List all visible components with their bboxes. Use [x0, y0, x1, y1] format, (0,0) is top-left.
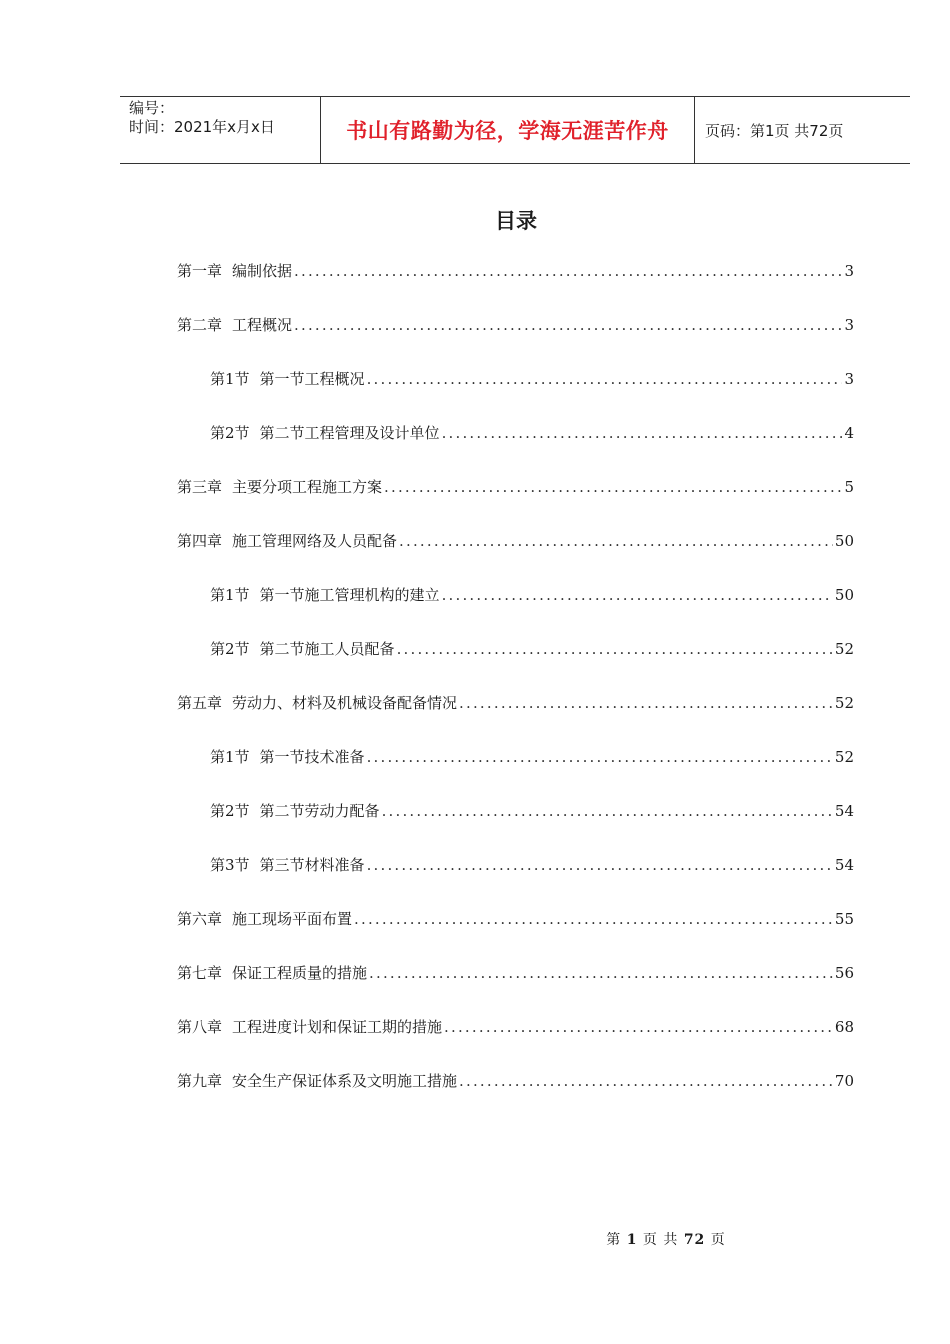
toc-entry-page: 50 [834, 532, 854, 550]
toc-entry-number: 第八章 [177, 1018, 223, 1036]
toc-dot-leader [367, 368, 843, 390]
toc-entry-text: 安全生产保证体系及文明施工措施 [232, 1072, 458, 1090]
toc-entry-text: 第三节材料准备 [259, 856, 365, 874]
toc-entry-text: 施工现场平面布置 [232, 910, 353, 928]
toc-dot-leader [367, 854, 833, 876]
toc-entry-page: 52 [834, 694, 854, 712]
header-motto-cell [321, 97, 695, 163]
toc-entry[interactable] [177, 692, 854, 714]
toc-entry-page: 56 [834, 964, 854, 982]
toc-dot-leader [444, 1016, 833, 1038]
footer-suffix: 页 [710, 1232, 726, 1248]
toc-entry-label [210, 638, 395, 660]
toc-entry-text: 第二节施工人员配备 [259, 640, 395, 658]
toc-entry[interactable] [177, 908, 854, 930]
toc-entry-text: 工程概况 [232, 316, 293, 334]
page-footer [0, 1229, 950, 1249]
header-motto: 书山有路勤为径，学海无涯苦作舟 [346, 119, 669, 143]
toc-entry-page: 54 [834, 802, 854, 820]
toc-entry-page: 54 [834, 856, 854, 874]
toc-dot-leader [459, 1070, 833, 1092]
toc-entry-label [210, 584, 440, 606]
toc-entry-text: 编制依据 [232, 262, 293, 280]
toc-entry-text: 第二节劳动力配备 [259, 802, 380, 820]
toc-entry-text: 第一节技术准备 [259, 748, 365, 766]
footer-total-pages: 72 [683, 1232, 706, 1248]
toc-entry-label [210, 854, 365, 876]
toc-entry-page: 55 [834, 910, 854, 928]
toc-entry-label [177, 692, 457, 714]
footer-middle: 页 共 [642, 1232, 679, 1248]
toc-entry-number: 第2节 [210, 802, 250, 820]
toc-entry-label [210, 746, 365, 768]
toc-entry-page: 52 [834, 748, 854, 766]
toc-entry-page: 68 [834, 1018, 854, 1036]
footer-current-page: 1 [626, 1232, 638, 1248]
toc-entry-text: 劳动力、材料及机械设备配备情况 [232, 694, 458, 712]
toc-entry[interactable] [210, 584, 854, 606]
toc-entry-label [177, 1016, 442, 1038]
toc-entry[interactable] [210, 854, 854, 876]
toc-entry-label [177, 908, 352, 930]
toc-entry-number: 第五章 [177, 694, 223, 712]
toc-dot-leader [382, 800, 833, 822]
toc-entry-label [210, 800, 380, 822]
toc-entry[interactable] [210, 368, 854, 390]
toc-entry-page: 52 [834, 640, 854, 658]
toc-entry-label [177, 962, 367, 984]
toc-entry-page: 3 [844, 370, 854, 388]
toc-entry-page: 3 [844, 262, 854, 280]
toc-entry-label [177, 476, 382, 498]
toc-entry-text: 主要分项工程施工方案 [232, 478, 383, 496]
toc-entry[interactable] [210, 638, 854, 660]
toc-entry[interactable] [177, 1070, 854, 1092]
toc-entry-number: 第三章 [177, 478, 223, 496]
toc-entry-page: 4 [844, 424, 854, 442]
toc-dot-leader [399, 530, 833, 552]
toc-entry-number: 第3节 [210, 856, 250, 874]
toc-entry-number: 第六章 [177, 910, 223, 928]
page-header [120, 96, 910, 164]
toc-dot-leader [294, 260, 842, 282]
header-page-info: 页码：第1页 共72页 [705, 121, 844, 140]
toc-entry[interactable] [177, 314, 854, 336]
toc-entry-number: 第二章 [177, 316, 223, 334]
toc-entry-page: 5 [844, 478, 854, 496]
toc-entry-label [177, 1070, 457, 1092]
toc-entry-label [210, 422, 440, 444]
document-number-label: 编号： [129, 99, 175, 117]
toc-entry-number: 第四章 [177, 532, 223, 550]
toc-entry[interactable] [177, 962, 854, 984]
toc-entry-label [177, 260, 292, 282]
toc-entry[interactable] [177, 530, 854, 552]
toc-entry-label [177, 314, 292, 336]
toc-entry-page: 3 [844, 316, 854, 334]
toc-dot-leader [384, 476, 842, 498]
toc-entry-number: 第七章 [177, 964, 223, 982]
toc-entry-label [210, 368, 365, 390]
toc-entry-number: 第2节 [210, 424, 250, 442]
toc-entry[interactable] [177, 260, 854, 282]
toc-entry-number: 第九章 [177, 1072, 223, 1090]
toc-dot-leader [397, 638, 833, 660]
toc-dot-leader [367, 746, 833, 768]
toc-entry-number: 第1节 [210, 370, 250, 388]
header-page-cell [695, 97, 910, 163]
header-meta-cell [120, 97, 321, 163]
toc-dot-leader [369, 962, 833, 984]
toc-entry[interactable] [210, 746, 854, 768]
toc-entry-number: 第1节 [210, 586, 250, 604]
document-time-label: 时间：2021年x月x日 [129, 118, 275, 136]
toc-entry[interactable] [210, 800, 854, 822]
toc-entry-label [177, 530, 397, 552]
toc-entry-text: 第一节施工管理机构的建立 [259, 586, 440, 604]
page-title: 目录 [495, 209, 537, 233]
toc-entry-number: 第2节 [210, 640, 250, 658]
toc-entry-page: 70 [834, 1072, 854, 1090]
toc-dot-leader [442, 422, 843, 444]
toc-entry[interactable] [210, 422, 854, 444]
toc-entry[interactable] [177, 476, 854, 498]
toc-dot-leader [459, 692, 833, 714]
toc-entry-text: 第二节工程管理及设计单位 [259, 424, 440, 442]
toc-dot-leader [442, 584, 833, 606]
toc-entry-text: 第一节工程概况 [259, 370, 365, 388]
toc-entry-number: 第1节 [210, 748, 250, 766]
toc-entry[interactable] [177, 1016, 854, 1038]
footer-prefix: 第 [606, 1232, 622, 1248]
toc-dot-leader [354, 908, 833, 930]
toc-entry-number: 第一章 [177, 262, 223, 280]
toc-entry-text: 工程进度计划和保证工期的措施 [232, 1018, 443, 1036]
toc-dot-leader [294, 314, 842, 336]
toc-entry-page: 50 [834, 586, 854, 604]
toc-entry-text: 施工管理网络及人员配备 [232, 532, 398, 550]
toc-entry-text: 保证工程质量的措施 [232, 964, 368, 982]
